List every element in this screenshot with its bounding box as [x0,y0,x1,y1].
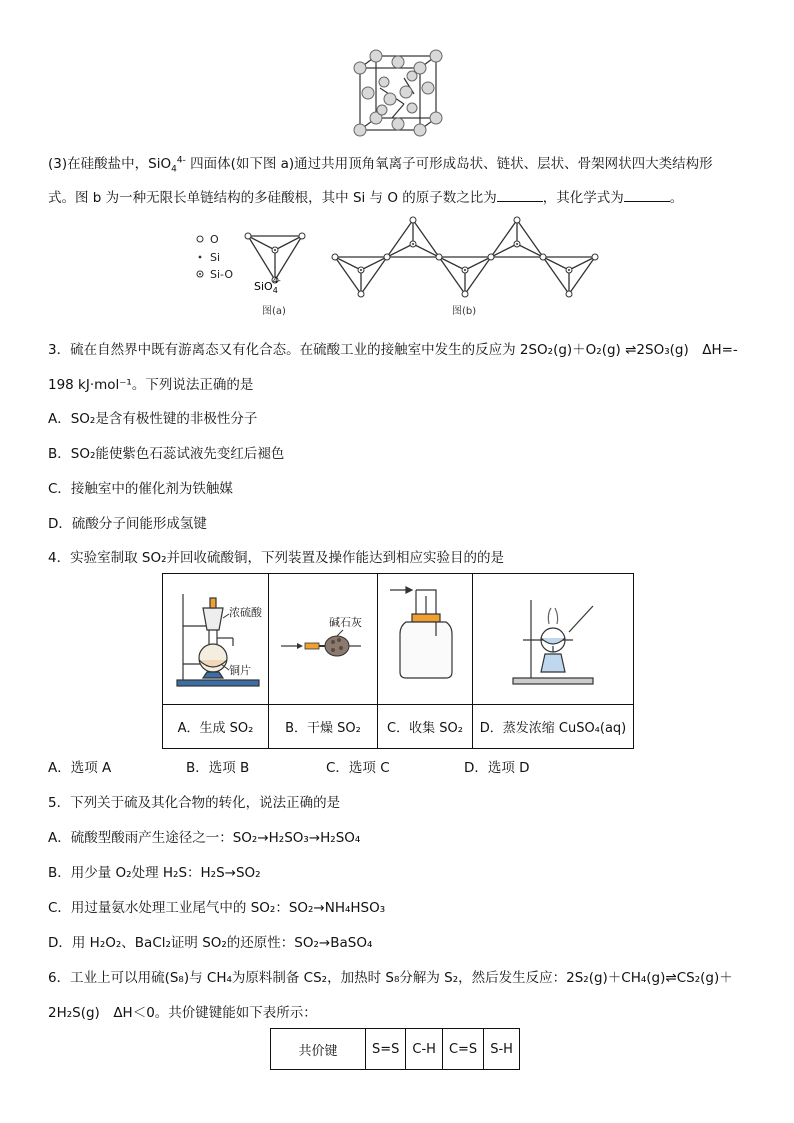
label-copper: 铜片 [229,664,251,677]
bond-header-s-h: S-H [484,1029,520,1070]
q3-option-c[interactable]: C．接触室中的催化剂为铁触媒 [48,481,233,497]
crystal-structure-figure [344,48,450,140]
sulfuric-acid-flask-apparatus [163,574,268,700]
q3-option-a[interactable]: A．SO₂是含有极性键的非极性分子 [48,411,258,427]
apparatus-d [473,574,634,705]
bond-header-s-s: S=S [366,1029,406,1070]
bond-header-c-s: C=S [442,1029,483,1070]
evaporation-apparatus [473,574,633,700]
q3-part3-line2: 式。图 b 为一种无限长单链结构的多硅酸根，其中 Si 与 O 的原子数之比为 ，其化学式为 。 [48,190,684,206]
q3-part3-line1: (3)在硅酸盐中，SiO$_4^{4-}$ 四面体(如下图 a)通过共用顶角氧离子可形成岛状、链状、层状、骨架网状四大类结构形 [48,155,713,175]
q4-stem: 4．实验室制取 SO₂并回收硫酸铜，下列装置及操作能达到相应实验目的的是 [48,550,504,566]
drying-tube-apparatus [269,574,377,700]
bond-header-c-h: C-H [406,1029,443,1070]
legend-si: Si [210,251,221,264]
caption-c: C．收集 SO₂ [378,705,473,749]
q4-option-d[interactable]: D．选项 D [464,760,530,776]
q3-stem-line2: 198 kJ·mol⁻¹。下列说法正确的是 [48,377,254,393]
q5-option-d[interactable]: D．用 H₂O₂、BaCl₂证明 SO₂的还原性：SO₂→BaSO₄ [48,935,373,951]
q6-stem-line1: 6．工业上可以用硫(S₈)与 CH₄为原料制备 CS₂，加热时 S₈分解为 S₂，然后发生反应：2S₂(g)＋CH₄(g)⇌CS₂(g)＋ [48,970,733,986]
q5-option-c[interactable]: C．用过量氨水处理工业尾气中的 SO₂：SO₂→NH₄HSO₃ [48,900,386,916]
q3-option-b[interactable]: B．SO₂能使紫色石蕊试液先变红后褪色 [48,446,285,462]
caption-d: D．蒸发浓缩 CuSO₄(aq) [473,705,634,749]
fig-a-caption: 图(a) [262,306,286,317]
q5-option-b[interactable]: B．用少量 O₂处理 H₂S：H₂S→SO₂ [48,865,261,881]
answer-blank-formula[interactable] [624,189,670,202]
q4-option-c[interactable]: C．选项 C [326,760,390,776]
apparatus-b [269,574,378,705]
apparatus-table [162,573,634,749]
label-soda-lime: 碱石灰 [329,616,362,629]
q3-stem-line1: 3．硫在自然界中既有游离态又有化合态。在硫酸工业的接触室中发生的反应为 2SO₂(g)＋O₂(g) ⇌2SO₃(g) ΔH=- [48,342,738,358]
bond-energy-table [270,1028,520,1070]
answer-blank-ratio[interactable] [497,189,543,202]
apparatus-a [163,574,269,705]
q6-stem-line2: 2H₂S(g) ΔH＜0。共价键键能如下表所示： [48,1005,317,1021]
legend-sio: Si-O [210,268,233,281]
q3-option-d[interactable]: D．硫酸分子间能形成氢键 [48,516,207,532]
q5-stem: 5．下列关于硫及其化合物的转化，说法正确的是 [48,795,341,811]
q5-option-a[interactable]: A．硫酸型酸雨产生途径之一：SO₂→H₂SO₃→H₂SO₄ [48,830,361,846]
sio4-label: SiO$_4$4- [254,276,281,295]
caption-a: A．生成 SO₂ [163,705,269,749]
apparatus-c [378,574,473,705]
bond-header-label: 共价键 [271,1029,366,1070]
q4-option-a[interactable]: A．选项 A [48,760,112,776]
fig-b-caption: 图(b) [452,306,477,317]
q4-option-b[interactable]: B．选项 B [186,760,250,776]
legend-o: O [210,233,219,246]
caption-b: B．干燥 SO₂ [269,705,378,749]
gas-collection-bottle [378,574,472,700]
silicate-figures [190,212,610,320]
label-conc-acid: 浓硫酸 [229,606,262,619]
